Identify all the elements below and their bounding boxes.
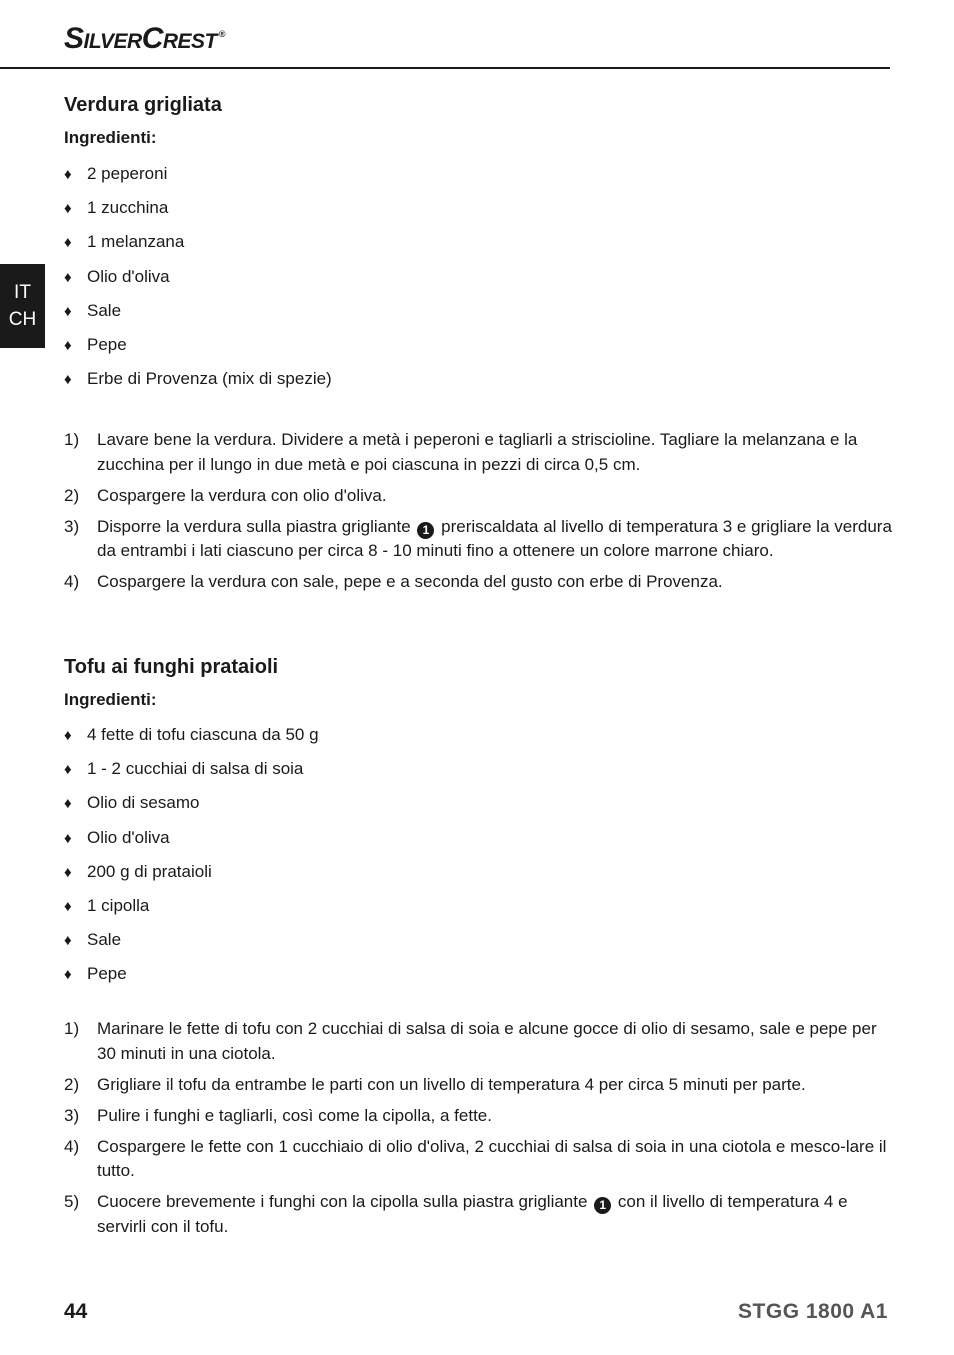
step-text-after: con il livello di temperatura 4 e servirli con il tofu. [97,1192,848,1236]
language-code-ch: CH [8,309,37,330]
bullet-diamond-icon: ♦ [64,336,72,354]
step-number: 1) [64,430,80,449]
brand-name: SilverCrest [64,22,217,55]
step-text: Marinare le fette di tofu con 2 cucchiai di salsa di soia e alcune gocce di olio di sesamo, sale e pepe per 30 minuti in una ciotola. [97,1019,877,1063]
step-text-before: Cuocere brevemente i funghi con la cipolla sulla piastra grigliante [97,1192,588,1211]
registered-mark: ® [218,29,226,39]
bullet-diamond-icon: ♦ [64,966,72,984]
ingredient-item [64,725,319,759]
bullet-diamond-icon: ♦ [64,371,72,389]
ingredient-item [64,267,332,301]
step-text [97,517,892,561]
step-text: Cospargere le fette con 1 cucchiaio di olio d'oliva, 2 cucchiai di salsa di soia in una ciotola e mesco-lare il tutto. [97,1136,887,1180]
instruction-step [64,1190,894,1239]
bullet-diamond-icon: ♦ [64,795,72,813]
ingredient-item [64,198,332,232]
recipe-title: Tofu ai funghi prataioli [64,656,279,678]
ingredient-text: 1 cipolla [87,895,150,915]
bullet-diamond-icon: ♦ [64,234,72,252]
step-text: Lavare bene la verdura. Dividere a metà i peperoni e tagliarli a striscioline. Tagliare la melanzana e la zucchina per il lungo in due metà e poi ciascuna in pezzi di circa 0,5 cm. [97,430,858,474]
ingredient-text: 2 peperoni [87,164,168,183]
ingredient-text: Pepe [87,964,127,984]
step-text: Grigliare il tofu da entrambe le parti con un livello di temperatura 4 per circa 5 minuti per parte. [97,1074,806,1094]
bullet-diamond-icon: ♦ [64,829,72,847]
step-text: Cospargere la verdura con olio d'oliva. [97,485,387,505]
ingredient-item [64,930,319,964]
ingredient-item [64,759,319,793]
ingredient-item [64,164,332,198]
step-number: 3) [64,1105,80,1125]
step-number: 4) [64,572,80,591]
instruction-step [64,570,894,595]
ingredient-text: 1 melanzana [87,232,185,252]
bullet-diamond-icon: ♦ [64,727,72,744]
ingredient-text: Erbe di Provenza (mix di spezie) [87,369,332,389]
ingredient-text: 200 g di prataioli [87,861,212,881]
ingredient-text: Sale [87,300,122,320]
instruction-step [64,1104,894,1129]
step-text: Cospargere la verdura con sale, pepe e a seconda del gusto con erbe di Provenza. [97,572,723,591]
step-number: 2) [64,1074,80,1094]
ingredients-label: Ingredienti: [64,690,157,709]
instruction-step [64,1135,894,1184]
part-reference-icon: 1 [594,1197,611,1214]
ingredient-item [64,301,332,335]
step-number: 1) [64,1019,80,1038]
language-tab [0,264,45,348]
step-number: 4) [64,1136,80,1156]
bullet-diamond-icon: ♦ [64,761,72,779]
ingredient-text: Pepe [87,334,127,354]
ingredient-item [64,964,319,998]
instruction-step [64,428,894,477]
step-text-before: Disporre la verdura sulla piastra grigliante [97,516,411,536]
bullet-diamond-icon: ♦ [64,897,72,915]
instruction-list [64,1017,894,1246]
ingredient-text: Olio d'oliva [87,266,170,286]
ingredient-text: 1 zucchina [87,198,169,218]
ingredient-list [64,164,332,403]
instruction-step [64,484,894,509]
ingredient-item [64,232,332,266]
part-reference-icon: 1 [417,522,434,539]
bullet-diamond-icon: ♦ [64,863,72,881]
step-number: 5) [64,1192,80,1211]
ingredient-text: 1 - 2 cucchiai di salsa di soia [87,759,304,779]
ingredient-item [64,335,332,369]
ingredients-label: Ingredienti: [64,128,157,147]
ingredient-text: Olio di sesamo [87,793,200,813]
step-number: 2) [64,485,80,505]
ingredient-item [64,793,319,827]
page-number: 44 [64,1300,88,1323]
model-number: STGG 1800 A1 [738,1300,888,1323]
instruction-step [64,515,894,564]
bullet-diamond-icon: ♦ [64,302,72,320]
step-text-after: preriscaldata al livello di temperatura 3 e grigliare la verdura da entrambi i lati ciascuno per circa 8 - 10 minuti fino a ottenere un colore marrone chiaro. [97,516,892,560]
bullet-diamond-icon: ♦ [64,200,72,218]
language-code-it: IT [14,282,31,303]
ingredient-list [64,725,319,999]
instruction-step [64,1017,894,1066]
instruction-step [64,1073,894,1098]
bullet-diamond-icon: ♦ [64,932,72,950]
ingredient-item [64,828,319,862]
instruction-list [64,428,894,601]
ingredient-item [64,862,319,896]
bullet-diamond-icon: ♦ [64,268,72,286]
step-text: Pulire i funghi e tagliarli, così come la cipolla, a fette. [97,1105,492,1125]
ingredient-item [64,369,332,403]
ingredient-text: 4 fette di tofu ciascuna da 50 g [87,725,319,744]
bullet-diamond-icon: ♦ [64,166,72,183]
recipe-title: Verdura grigliata [64,94,222,116]
ingredient-item [64,896,319,930]
step-text [97,1192,848,1236]
header-divider [0,67,890,69]
brand-logo [64,22,225,56]
step-number: 3) [64,516,80,536]
ingredient-text: Sale [87,930,122,950]
ingredient-text: Olio d'oliva [87,827,170,847]
